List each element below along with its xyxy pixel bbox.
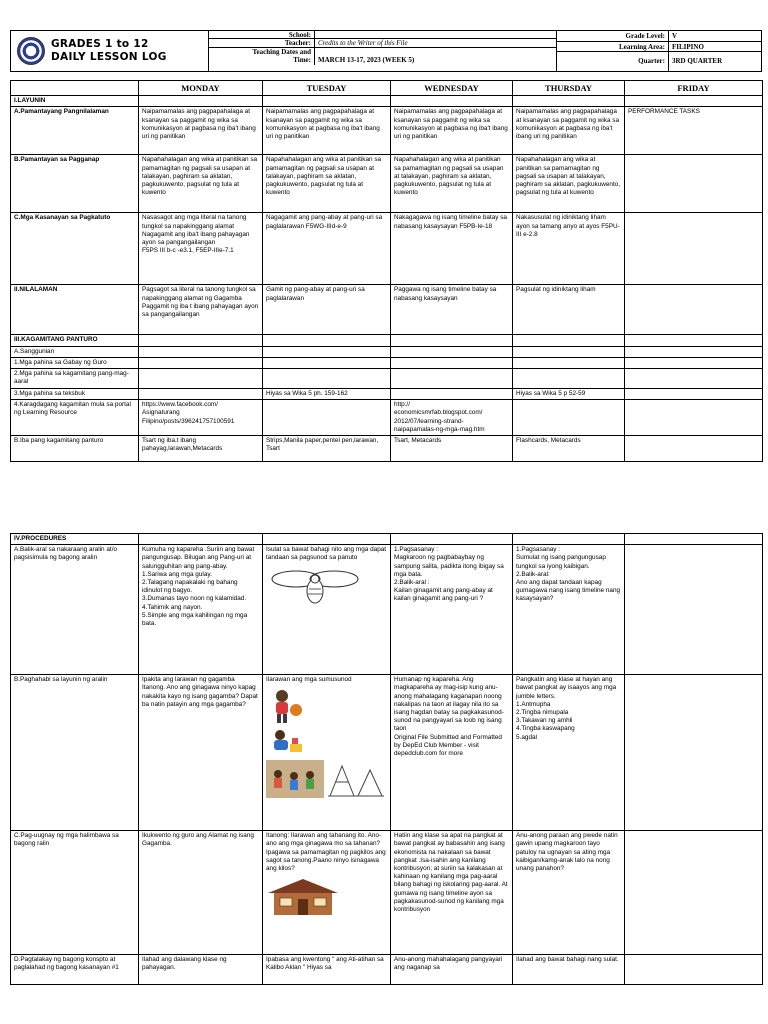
header-block — [10, 30, 762, 72]
cell-wednesday: Naipamamalas ang pagpapahalaga at ksanayan sa paggamit ng wika sa komunikasyon at pagbasa ng iba't ibang uri ng panitikan — [391, 107, 513, 155]
cell-thursday — [513, 96, 625, 107]
row-label: B.Pamantayan sa Pagganap — [11, 155, 139, 213]
objective-row — [11, 335, 763, 346]
day-header-monday: MONDAY — [139, 81, 263, 96]
procedure-friday — [625, 831, 763, 955]
row-label: A.Pamantayang Pangnilalaman — [11, 107, 139, 155]
cell-thursday — [513, 369, 625, 389]
cell-monday — [139, 389, 263, 400]
row-label: 3.Mga pahina sa teksbuk — [11, 389, 139, 400]
procedure-row-c — [11, 831, 763, 955]
row-label: II.NILALAMAN — [11, 285, 139, 335]
cell-wednesday — [391, 335, 513, 346]
day-header-wednesday: WEDNESDAY — [391, 81, 513, 96]
cell-wednesday: Tsart, Metacards — [391, 436, 513, 462]
teacher-label: Teacher: — [209, 39, 315, 46]
cell-friday — [625, 96, 763, 107]
playground-picture-icon — [266, 760, 386, 800]
teacher-row — [209, 39, 556, 47]
cell-thursday: Naipamamalas ang pagpapahalaga at ksanayan sa paggamit ng wika sa komunikasyon at pagbasa ng iba't ibang uri ng panitikan — [513, 107, 625, 155]
objective-row — [11, 436, 763, 462]
cell-friday — [625, 400, 763, 436]
procedure-row-b — [11, 675, 763, 831]
procedure-row-d — [11, 955, 763, 985]
dates-value: MARCH 13-17, 2023 (WEEK 5) — [318, 55, 415, 64]
cell-monday: Napahahalagan ang wika at panitikan sa pamamagitan ng pagsali sa usapan at talakayan, paghiram sa aklatan, pagkukuwento, pagsulat ng tula at kuwento — [139, 155, 263, 213]
cell-tuesday: Naipamamalas ang pagpapahalaga at ksanayan sa paggamit ng wika sa komunikasyon at pagbasa ng iba't ibang uri ng panitikan — [263, 107, 391, 155]
row-label: 1.Mga pahina sa Gabay ng Guro — [11, 357, 139, 368]
objective-row — [11, 369, 763, 389]
dates-label — [209, 48, 315, 65]
grade-value: V — [672, 32, 678, 40]
cell-tuesday — [263, 369, 391, 389]
cell-monday: https://www.facebook.com/ Asignaturang Filipino/posts/396241757100591 — [139, 400, 263, 436]
grade-row — [557, 31, 761, 42]
cell-wednesday: Napahahalagan ang wika at panitikan sa pamamagitan ng pagsali sa usapan at talakayan, paghiram sa aklatan, pagkukuwento, pagsulat ng tula at kuwento — [391, 155, 513, 213]
cell-tuesday — [263, 335, 391, 346]
cell-monday: Nasasagot ang mga literal na tanong tungkol sa napakinggang alamat Nagagamit ang iba't ibang pahayagan ayon sa pangangailangan F5PS III b-c -e3.1, F5EP-IIIe-7.1 — [139, 213, 263, 285]
quarter-value: 3RD QUARTER — [672, 57, 723, 65]
cell-wednesday — [391, 346, 513, 357]
cell-friday — [625, 389, 763, 400]
cell-tuesday: Strips,Manila paper,pentel pen,larawan, Tsart — [263, 436, 391, 462]
cell-tuesday: Hiyas sa Wika 5 ph. 159-162 — [263, 389, 391, 400]
school-value — [315, 31, 556, 38]
procedure-tuesday-text: Ilarawan ang mga sumusunod — [266, 676, 352, 684]
procedure-tuesday: Ipabasa ang kwentong " ang Ati-atihan sa Kalibo Aklan " Hiyas sa — [263, 955, 391, 985]
procedure-row-a — [11, 545, 763, 675]
cell-friday — [625, 213, 763, 285]
empty-cell — [391, 534, 513, 545]
cell-thursday: Flashcards, Metacards — [513, 436, 625, 462]
objectives-body — [11, 96, 763, 462]
area-value: FILIPINO — [672, 42, 704, 51]
area-label: Learning Area: — [557, 42, 669, 52]
lesson-table-objectives — [10, 80, 763, 462]
cell-wednesday — [391, 369, 513, 389]
cell-tuesday — [263, 96, 391, 107]
cell-friday — [625, 346, 763, 357]
deped-seal-icon — [17, 37, 45, 65]
cell-thursday — [513, 357, 625, 368]
cell-wednesday: Paggawa ng isang timeline batay sa nabasang kasaysayan — [391, 285, 513, 335]
row-label: C.Mga Kasanayan sa Pagkatuto — [11, 213, 139, 285]
cell-monday — [139, 369, 263, 389]
objective-row — [11, 155, 763, 213]
cell-friday — [625, 155, 763, 213]
objective-row — [11, 285, 763, 335]
procedure-monday: Ipakita ang larawan ng gagamba Itanong. Ano ang ginagawa ninyo kapag nakakita kayo ng isang gagamba? Dapat ba natin patayin ang mga gagamba? — [139, 675, 263, 831]
boy-playing-picture-icon — [266, 728, 306, 756]
objective-row — [11, 357, 763, 368]
empty-cell — [625, 534, 763, 545]
row-label: 4.Karagdagang kagamitan mula sa portal ng Learning Resource — [11, 400, 139, 436]
cell-wednesday: http:// economicsmrfab.blogspot.com/ 2012/07/learning-strand- naipapamalas-ng-mga-mag.htm — [391, 400, 513, 436]
cell-monday — [139, 96, 263, 107]
cell-friday — [625, 357, 763, 368]
objective-row — [11, 96, 763, 107]
cell-tuesday: Nagagamit ang pang-abay at pang-uri sa paglalarawan F5WG-IIId-e-9 — [263, 213, 391, 285]
cell-friday — [625, 335, 763, 346]
procedure-friday — [625, 545, 763, 675]
procedure-label: B.Paghahabi sa layunin ng aralin — [11, 675, 139, 831]
cell-monday — [139, 357, 263, 368]
procedure-tuesday-text: Itanong: Ilarawan ang tahanang ito. Ano-ano ang mga ginagawa mo sa tahanan? Ipagawa sa pamamagitan ng pagkilos ang sagot sa tanong.Paano ninyo isinagawa ang kilos? — [266, 832, 386, 873]
cell-thursday — [513, 335, 625, 346]
dates-row — [209, 48, 556, 65]
procedures-section-label: IV.PROCEDURES — [11, 534, 139, 545]
procedure-label: C.Pag-uugnay ng mga halimbawa sa bagong ralin — [11, 831, 139, 955]
cell-monday: Naipamamalas ang pagpapahalaga at ksanayan sa paggamit ng wika sa komunikasyon at pagbasa ng iba't ibang uri ng panitikan — [139, 107, 263, 155]
cell-thursday — [513, 346, 625, 357]
school-row — [209, 31, 556, 39]
day-header-tuesday: TUESDAY — [263, 81, 391, 96]
quarter-label: Quarter: — [557, 52, 669, 71]
objective-row — [11, 213, 763, 285]
teacher-value: Credits to the Writer of this File — [318, 39, 408, 48]
cell-tuesday: Napahahalagan ang wika at panitikan sa pamamagitan ng pagsali sa usapan at talakayan, paghiram sa aklatan, pagkukuwento, pagsulat ng tula at kuwento — [263, 155, 391, 213]
header-info-cell — [209, 31, 557, 71]
cell-monday — [139, 335, 263, 346]
lesson-table-procedures — [10, 533, 763, 985]
cell-tuesday — [263, 346, 391, 357]
dates-label-line-1: Teaching Dates and — [252, 47, 311, 56]
objective-row — [11, 107, 763, 155]
quarter-row — [557, 52, 761, 71]
procedure-monday: Kumuha ng kapareha .Suriin ang bawat pangungusap. Bilugan ang Pang-uri at salungguhitan ang pang-abay. 1.Sariwa ang mga gulay. 2.Talagang napakalaki ng bahang idinulot ng bagyo. 3.Dumanas tayo noon ng kalamidad. 4.Tahimik ang nayon. 5.Simple ang mga kahilingan ng mga bata. — [139, 545, 263, 675]
procedure-thursday: Ilahad ang bawat bahagi nang sulat. — [513, 955, 625, 985]
procedure-label: D.Pagtalakay ng bagong konspto at paglalahad ng bagong kasanayan #1 — [11, 955, 139, 985]
procedure-label: A.Balik-aral sa nakaraang aralin at/o pagsisimula ng bagong aralin — [11, 545, 139, 675]
cell-wednesday: Nakagagawa ng isang timeline batay sa nabasang kasaysayan F5PB-Ie-18 — [391, 213, 513, 285]
row-label: B.Iba pang kagamitang panturo — [11, 436, 139, 462]
procedure-wednesday: 1.Pagsasanay : Magkaroon ng pagbabaybay ng sampung salita, padikta itong ibigay sa mga bata. 2.Balik-aral : Kailan ginagamit ang pang-abay at kailan ginagamit ang pang-uri ? — [391, 545, 513, 675]
day-header-row — [11, 81, 763, 96]
grade-label: Grade Level: — [557, 31, 669, 41]
procedure-monday: Ilahad ang dalawang klase ng pahayagan. — [139, 955, 263, 985]
cell-friday — [625, 436, 763, 462]
school-label: School: — [209, 31, 315, 38]
procedure-wednesday: Hatiin ang klase sa apat na pangkat at bawat pangkat ay babasahin ang isang ekonomista na nakalaan sa bawat pangkat .Isa-isahin ang kanilang kontribusyon; at suriin sa kalakasan at kahinaan ng kanilang mga pag-aaral bilang bahagi ng iskolaring pag-aaral. At gumawa ng isang timeline ayon sa pagkakasunod-sunod ng kanilang mga kontribusyon — [391, 831, 513, 955]
procedure-monday: Ikukwento ng guro ang Alamat ng isang Gagamba. — [139, 831, 263, 955]
objective-row — [11, 400, 763, 436]
fly-drawing-icon — [266, 567, 364, 607]
procedure-thursday: Pangkatin ang klase at hayan ang bawat pangkat ay isaayos ang mga jumble letters. 1.Antmupha 2.Tingba nimupala 3.Takawan ng amhli 4.Tingba kaswapang 5.agdal — [513, 675, 625, 831]
cell-monday: Pagsagot sa literal na tanong tungkol sa napakinggang alamat ng Gagamba Paggamit ng iba t ibang pahayagan ayon sa pangangailangan — [139, 285, 263, 335]
cell-wednesday — [391, 389, 513, 400]
procedure-tuesday — [263, 675, 391, 831]
header-class-cell — [557, 31, 761, 71]
procedures-section-row — [11, 534, 763, 545]
empty-cell — [263, 534, 391, 545]
procedure-friday — [625, 955, 763, 985]
cell-monday: Tsart ng iba.t ibang pahayag,larawan,Metacards — [139, 436, 263, 462]
cell-friday: PERFORMANCE TASKS — [625, 107, 763, 155]
cell-thursday: Pagsulat ng idiniktang liham — [513, 285, 625, 335]
cell-thursday: Hiyas sa Wika 5 p 52-59 — [513, 389, 625, 400]
corner-cell — [11, 81, 139, 96]
cell-friday — [625, 369, 763, 389]
header-title-cell — [11, 31, 209, 71]
objective-row — [11, 346, 763, 357]
row-label: I.LAYUNIN — [11, 96, 139, 107]
girl-ball-picture-icon — [266, 688, 306, 724]
cell-tuesday — [263, 357, 391, 368]
cell-thursday — [513, 400, 625, 436]
cell-tuesday: Gamit ng pang-abay at pang-uri sa paglalarawan — [263, 285, 391, 335]
cell-tuesday — [263, 400, 391, 436]
row-label: A.Sanggunian — [11, 346, 139, 357]
cell-wednesday — [391, 357, 513, 368]
procedure-tuesday-text: Isulat sa bawat bahagi nito ang mga dapat tandaan sa pagsunod sa panuto — [266, 546, 387, 562]
row-label: 2.Mga pahina sa kagamitang pang-mag-aaral — [11, 369, 139, 389]
empty-cell — [513, 534, 625, 545]
cell-thursday: Napahahalagan ang wika at panitikan sa pamamagitan ng pagsali sa usapan at talakayan, paghiram sa aklatan, pagkukuwento, pagsulat ng tula at kuwento — [513, 155, 625, 213]
procedure-tuesday — [263, 545, 391, 675]
procedure-friday — [625, 675, 763, 831]
title-line-1: GRADES 1 to 12 — [51, 38, 149, 50]
procedure-wednesday: Anu-anong mahahalagang pangyayari ang naganap sa — [391, 955, 513, 985]
procedure-tuesday — [263, 831, 391, 955]
procedure-thursday: 1.Pagsasanay : Sumulat ng isang pangungusap tungkol sa iyong kaibigan. 2.Balik-aral: Ano ang dapat tandaan kapag gumagawa nang isang timeline nang kasaysayan? — [513, 545, 625, 675]
cell-friday — [625, 285, 763, 335]
procedure-thursday: Anu-anong paraan ang pwede natin gawin upang magkaroon tayo patuloy na ugnayan sa ating mga kaibigan/kamg-anak lalo na nong unang panahon? — [513, 831, 625, 955]
procedure-wednesday: Humanap ng kapareha. Ang magkapareha ay mag-isip kung anu-anong mahalagang kaganapan noong nakalipas na taon at ilagay nila ito sa isang hagdan batay sa pagkakasunod-sunod na pangyayari sa loob ng isang taon Original File Submitted and Formatted by DepEd Club Member - visit depedclub.com for more — [391, 675, 513, 831]
day-header-thursday: THURSDAY — [513, 81, 625, 96]
empty-cell — [139, 534, 263, 545]
house-picture-icon — [266, 877, 340, 917]
cell-thursday: Nakasusulat ng idiniktang liham ayon sa tamang anyo at ayos F5PU-III e-2.8 — [513, 213, 625, 285]
title-line-2: DAILY LESSON LOG — [51, 51, 167, 63]
row-label: III.KAGAMITANG PANTURO — [11, 335, 139, 346]
area-row — [557, 42, 761, 53]
cell-monday — [139, 346, 263, 357]
objective-row — [11, 389, 763, 400]
cell-wednesday — [391, 96, 513, 107]
dates-label-line-2: Time: — [293, 55, 311, 64]
day-header-friday: FRIDAY — [625, 81, 763, 96]
